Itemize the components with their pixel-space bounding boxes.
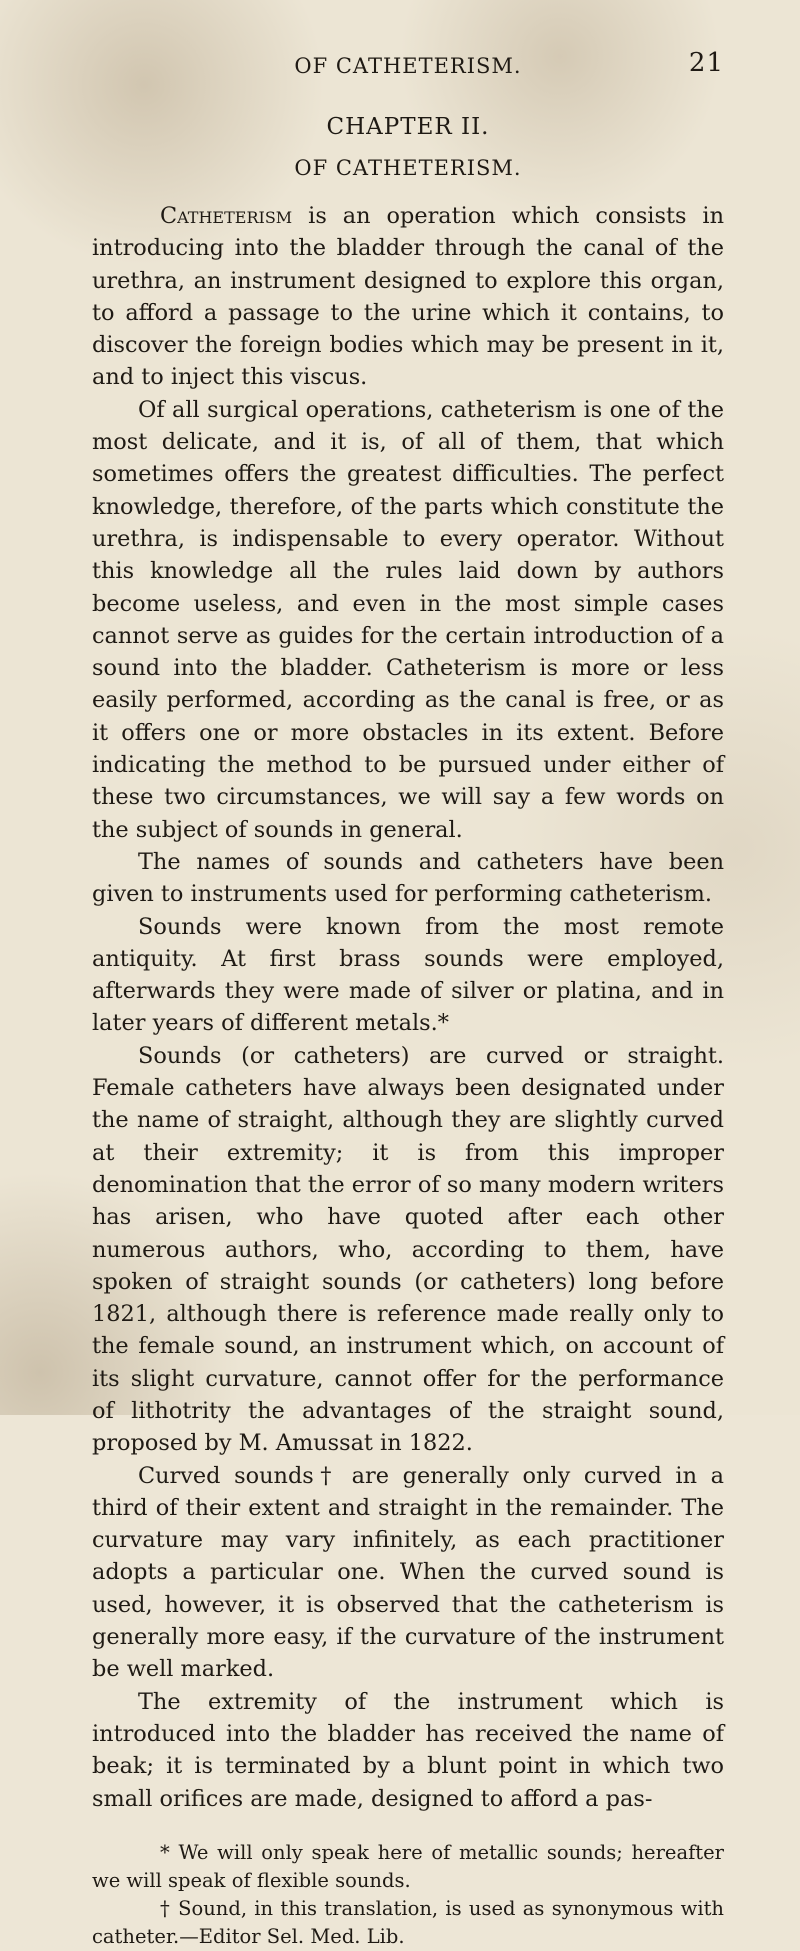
paragraph: Sounds (or catheters) are curved or straight. Female catheters have always been designated under the name of straight, although they are slightly curved at their extremity; it is from this improper denomination that the error of so many modern writers has arisen, who have quoted after each other numerous authors, who, according to them, have spoken of straight sounds (or catheters) long before 1821, although there is reference made really only to the female sound, an instrument which, on account of its slight curvature, cannot offer for the performance of lithotrity the advantages of the straight sound, proposed by M. Amussat in 1822. (92, 1042, 724, 1457)
paragraph: The extremity of the instrument which is introduced into the bladder has received the name of beak; it is terminated by a blunt point in which two small orifices are made, designed to afford a pas- (92, 1688, 724, 1812)
page-number: 21 (688, 48, 724, 78)
paragraph-text: is an operation which consists in introducing into the bladder through the canal of the urethra, an instrument designed to explore this organ, to afford a passage to the urine which it contains, to discover the foreign bodies which may be present in it, and to inject this viscus. (92, 203, 725, 391)
running-head-title: OF CATHETERISM. (294, 54, 522, 78)
paragraph: Curved sounds† are generally only curved in a third of their extent and straight in the remainder. The curvature may vary infinitely, as each practitioner adopts a particular one. When the curved sound is used, however, it is observed that the catheterism is generally more easy, if the curvature of the instrument be well marked. (92, 1462, 724, 1683)
footnote: † Sound, in this translation, is used as synonymous with catheter.—Editor Sel. Med. Lib. (92, 1896, 724, 1948)
running-head (92, 48, 724, 78)
chapter-title: CHAPTER II. (326, 114, 490, 140)
paragraph (92, 200, 724, 394)
footnotes (92, 1839, 724, 1951)
footnote-separator (92, 1815, 724, 1839)
chapter-subtitle: OF CATHETERISM. (294, 156, 522, 180)
paragraph: Of all surgical operations, catheterism is one of the most delicate, and it is, of all of them, that which sometimes offers the greatest difficulties. The perfect knowledge, therefore, of the parts which constitute the urethra, is indispensable to every operator. Without this knowledge all the rules laid down by authors become useless, and even in the most simple cases cannot serve as guides for the certain introduction of a sound into the bladder. Catheterism is more or less easily performed, according as the canal is free, or as it offers one or more obstacles in its extent. Before indicating the method to be pursued under either of these two circumstances, we will say a few words on the subject of sounds in general. (92, 396, 724, 843)
opening-word: Catheterism (160, 203, 293, 229)
paragraph: Sounds were known from the most remote antiquity. At first brass sounds were employed, afterwards they were made of silver or platina, and in later years of different metals.* (92, 913, 724, 1037)
footnote: * We will only speak here of metallic sounds; hereafter we will speak of flexible sounds. (92, 1840, 724, 1892)
paragraph: The names of sounds and catheters have been given to instruments used for performing catheterism. (92, 848, 724, 908)
body-text (92, 200, 724, 1815)
